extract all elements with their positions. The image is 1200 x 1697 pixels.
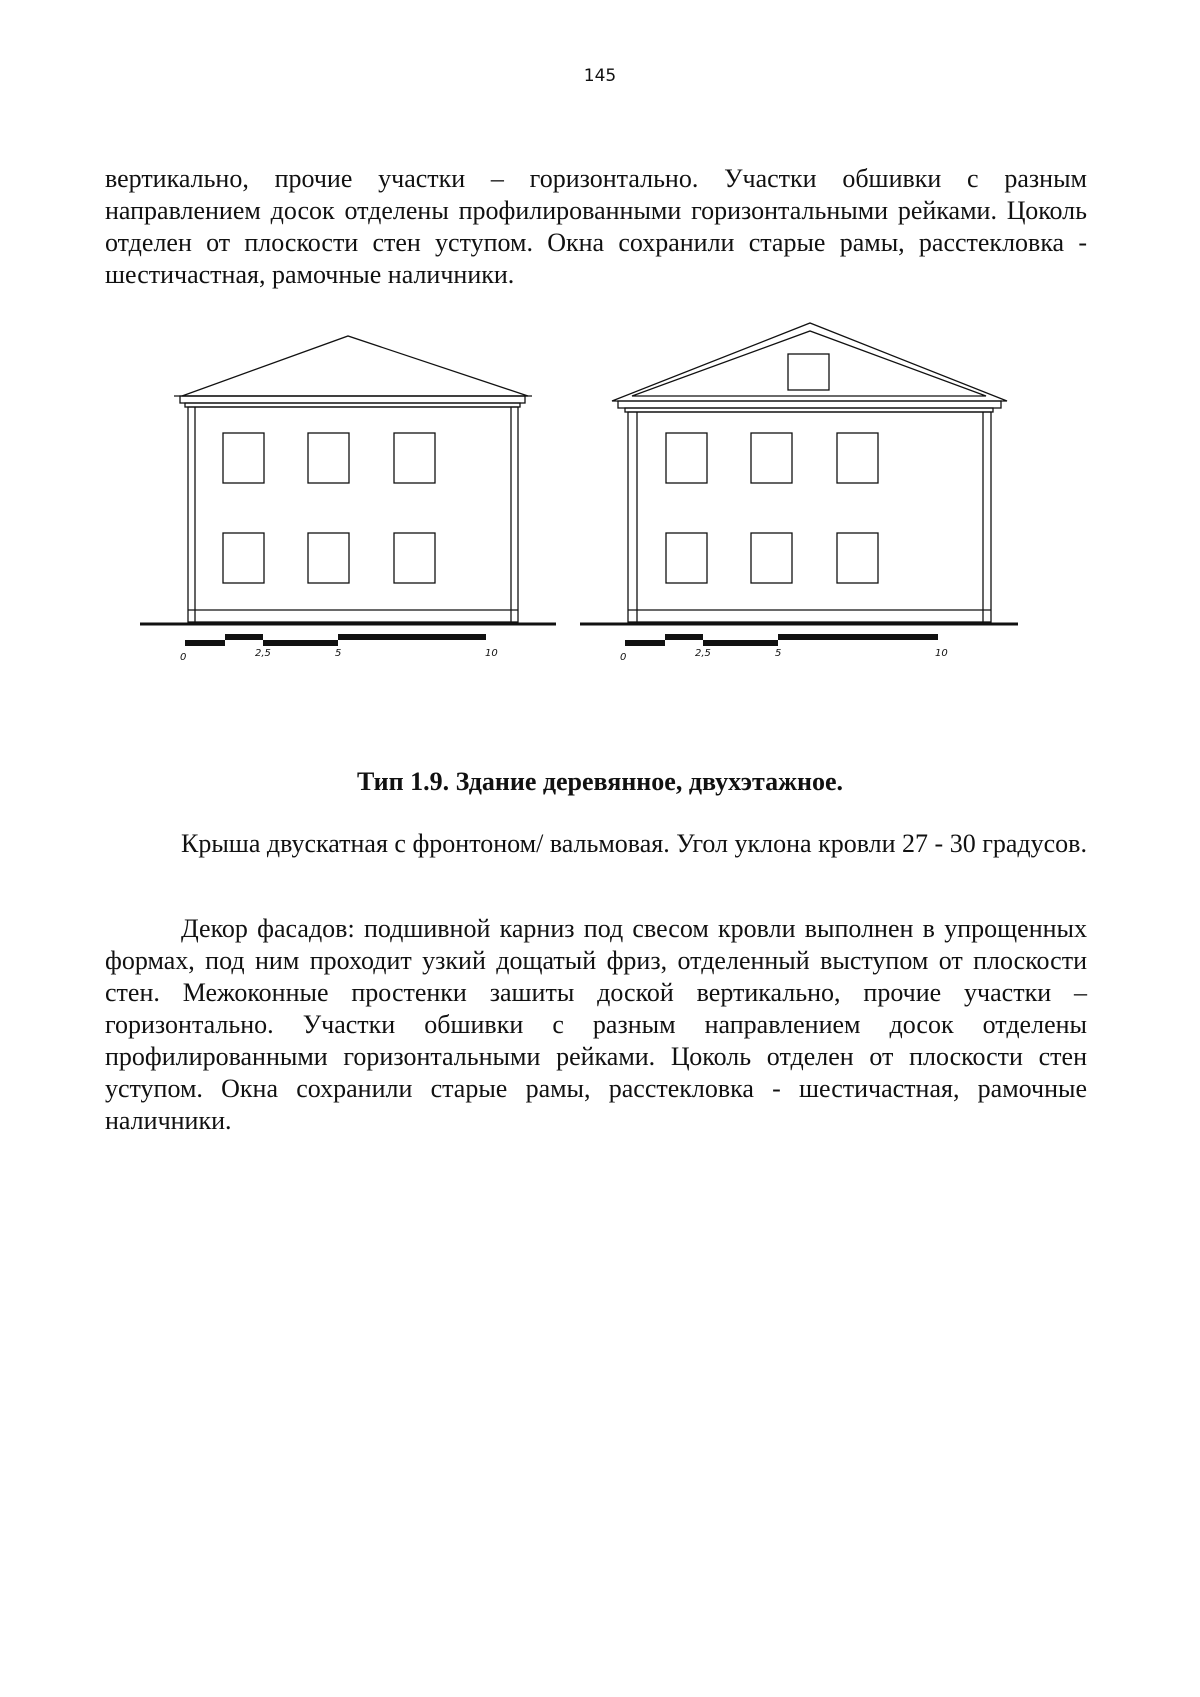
- scale-label-5: 5: [775, 648, 782, 659]
- gable-roof: [612, 323, 1007, 401]
- window: [666, 433, 707, 483]
- scale-bar: [625, 634, 938, 646]
- paragraph-roof: Крыша двускатная с фронтоном/ вальмовая. Угол уклона кровли 27 - 30 градусов.: [181, 829, 1087, 858]
- attic-window: [788, 354, 829, 390]
- page-number: 145: [583, 66, 617, 86]
- window: [308, 433, 349, 483]
- figure-caption: Тип 1.9. Здание деревянное, двухэтажное.: [356, 767, 843, 796]
- scale-label-2-5: 2,5: [695, 648, 711, 659]
- scale-label-10: 10: [935, 648, 948, 659]
- window: [394, 433, 435, 483]
- wall: [188, 407, 518, 622]
- window: [837, 433, 878, 483]
- scale-label-0: 0: [180, 652, 187, 663]
- window: [666, 533, 707, 583]
- window: [223, 433, 264, 483]
- scale-label-5: 5: [335, 648, 342, 659]
- paragraph-decor: Декор фасадов: подшивной карниз под свесом кровли выполнен в упрощенных формах, под ним проходит узкий дощатый фриз, отделенный выступом от плоскости стен. Межоконные простенки зашиты доской вертикально, прочие участки – горизонтально. Участки обшивки с разным направлением досок отделены профилированными горизонтальными рейками. Цоколь отделен от плоскости стен уступом. Окна сохранили старые рамы, расстекловка - шестичастная, рамочные наличники.: [105, 914, 1087, 1135]
- hip-roof: [182, 336, 528, 396]
- facade-drawing-gable-roof: [580, 323, 1018, 663]
- facade-drawings: [140, 316, 1060, 726]
- paragraph-continued: вертикально, прочие участки – горизонтально. Участки обшивки с разным направлением досок отделены профилированными горизонтальными рейками. Цоколь отделен от плоскости стен уступом. Окна сохранили старые рамы, расстекловка - шестичастная, рамочные наличники.: [105, 164, 1087, 289]
- window: [394, 533, 435, 583]
- pediment: [632, 331, 986, 396]
- window: [751, 533, 792, 583]
- scale-label-10: 10: [485, 648, 498, 659]
- window: [751, 433, 792, 483]
- window: [308, 533, 349, 583]
- window: [223, 533, 264, 583]
- wall: [628, 412, 991, 622]
- cornice: [180, 396, 525, 403]
- scale-bar: [185, 634, 486, 646]
- cornice: [618, 401, 1001, 408]
- facade-drawing-hip-roof: [140, 336, 556, 663]
- scale-label-0: 0: [620, 652, 627, 663]
- scale-label-2-5: 2,5: [255, 648, 271, 659]
- window: [837, 533, 878, 583]
